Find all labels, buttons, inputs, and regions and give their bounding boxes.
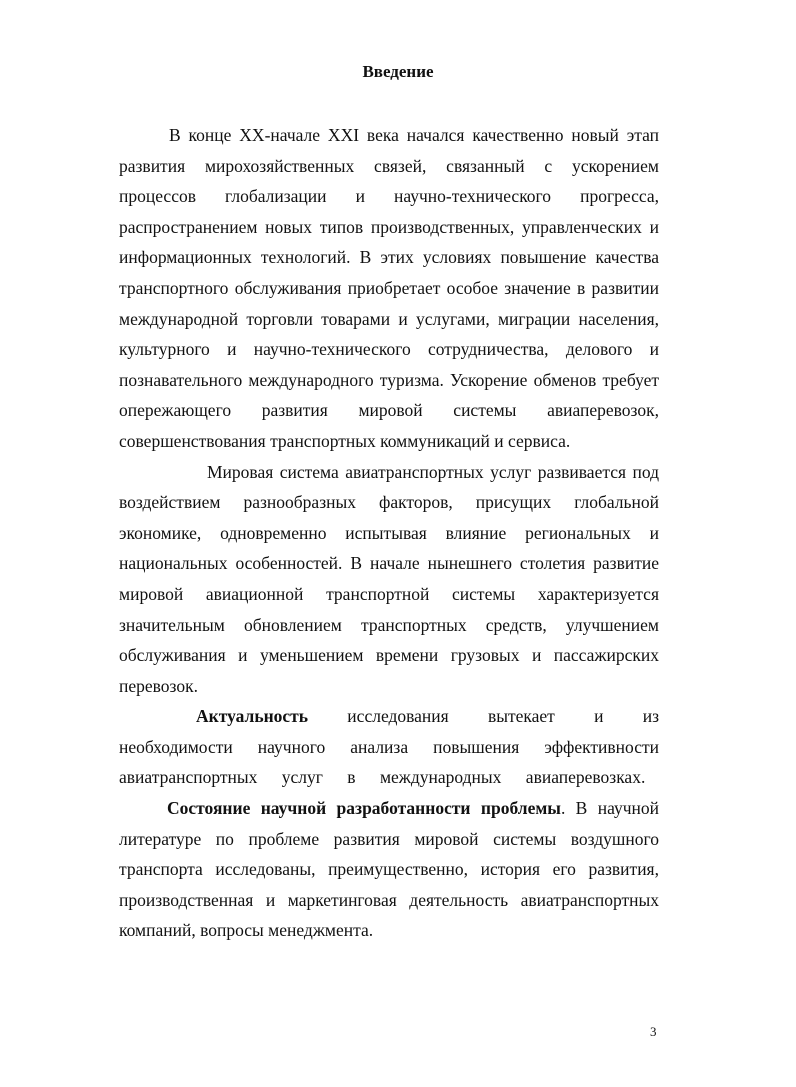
- paragraph-relevance: [119, 701, 659, 793]
- paragraph-state-of-research: [119, 793, 659, 946]
- page-title: Введение: [362, 62, 434, 81]
- paragraph-intro: В конце XX-начале XXI века начался качественно новый этап развития мирохозяйственных связей, связанный с ускорением процессов глобализации и научно-технического прогресса, распространением новых типов производственных, управленческих и информационных технологий. В этих условиях повышение качества транспортного обслуживания приобретает особое значение в развитии международной торговли товарами и услугами, миграции населения, культурного и научно-технического сотрудничества, делового и познавательного международного туризма. Ускорение обменов требует опережающего развития мировой системы авиаперевозок, совершенствования транспортных коммуникаций и сервиса.: [119, 125, 659, 451]
- relevance-text: исследования вытекает и из необходимости научного анализа повышения эффективности авиатранспортных услуг в международных авиаперевозках.: [119, 706, 659, 788]
- page-number: 3: [650, 1024, 657, 1039]
- state-of-research-text: . В научной литературе по проблеме развития мировой системы воздушного транспорта исследованы, преимущественно, история его развития, производственная и маркетинговая деятельность авиатранспортных компаний, вопросы менеджмента.: [119, 798, 659, 941]
- paragraph-air-transport-system: Мировая система авиатранспортных услуг развивается под воздействием разнообразных факторов, присущих глобальной экономике, одновременно испытывая влияние региональных и национальных особенностей. В начале нынешнего столетия развитие мировой авиационной транспортной системы характеризуется значительным обновлением транспортных средств, улучшением обслуживания и уменьшением времени грузовых и пассажирских перевозок.: [119, 461, 659, 696]
- state-of-research-lead: Состояние научной разработанности проблемы: [167, 798, 561, 819]
- relevance-lead: Актуальность: [196, 706, 309, 727]
- document-body: [119, 120, 659, 946]
